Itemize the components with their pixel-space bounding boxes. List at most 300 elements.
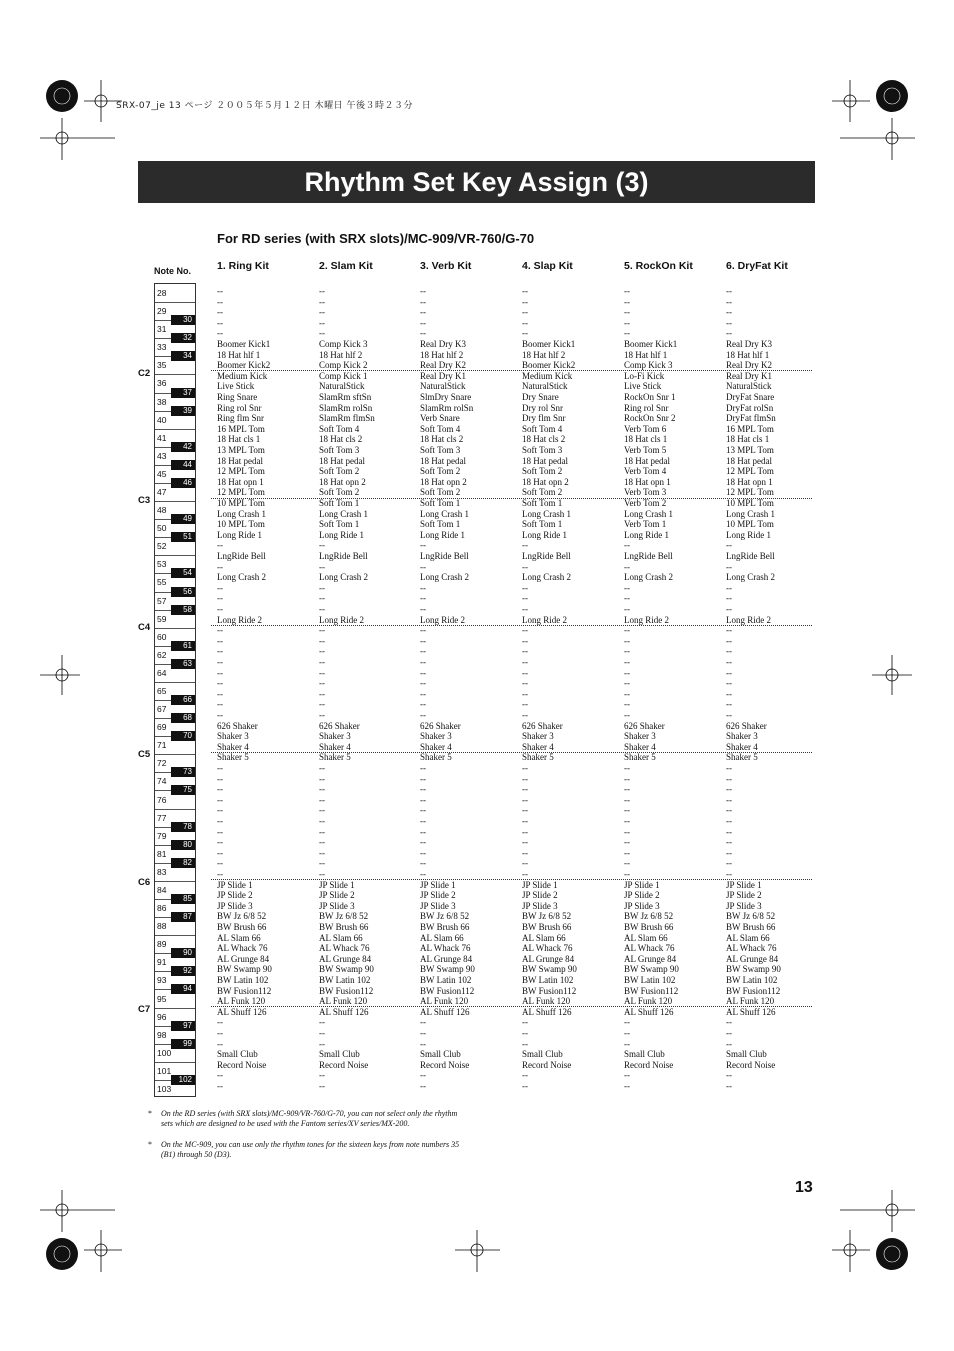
table-cell: -- [624,1038,630,1049]
table-cell: AL Grunge 84 [624,953,677,964]
table-cell: -- [726,847,732,858]
table-cell: -- [420,784,426,795]
table-cell: AL Grunge 84 [217,953,270,964]
table-cell: -- [624,328,630,339]
table-cell: Comp Kick 2 [319,360,368,371]
table-cell: AL Grunge 84 [319,953,372,964]
table-cell: -- [624,826,630,837]
table-cell: 18 Hat cls 2 [420,434,464,445]
white-key-number: 89 [157,939,167,950]
table-cell: -- [522,805,528,816]
table-cell: -- [726,296,732,307]
octave-label: C7 [138,1003,151,1015]
table-cell: -- [624,540,630,551]
table-cell: -- [624,604,630,614]
table-cell: -- [319,858,325,869]
white-key-number: 52 [157,541,167,552]
white-key-number: 48 [157,505,167,516]
table-cell: -- [522,869,528,879]
table-cell: -- [217,286,223,296]
table-cell: Shaker 3 [319,731,351,742]
white-key-number: 69 [157,722,167,733]
table-cell: -- [726,763,732,773]
table-cell: SlamRm rolSn [420,402,474,413]
table-cell: NaturalStick [522,381,568,392]
table-cell: 18 Hat cls 1 [624,434,668,445]
octave-label: C4 [138,622,151,634]
table-cell: 10 MPL Tom [217,519,265,530]
table-cell: -- [319,688,325,699]
table-cell: JP Slide 2 [726,890,762,901]
table-cell: -- [522,307,528,318]
table-cell: -- [420,582,426,593]
table-cell: Long Ride 2 [217,614,262,625]
table-cell: -- [522,582,528,593]
table-cell: AL Whack 76 [217,943,268,954]
table-cell: -- [522,296,528,307]
table-cell: 626 Shaker [624,720,665,731]
table-cell: Soft Tom 2 [420,487,461,498]
table-cell: -- [420,286,426,296]
footnote-text: On the MC-909, you can use only the rhythm tones for the sixteen keys from note numbers 35 (B1) through 50 (D3). [161,1140,460,1159]
black-key: 99 [171,1039,195,1049]
table-cell: -- [217,582,223,593]
table-cell: Shaker 3 [420,731,452,742]
table-cell: -- [217,869,223,879]
white-key-number: 96 [157,1011,167,1022]
table-cell: Verb Tom 6 [624,423,667,434]
table-cell: -- [217,540,223,551]
table-cell: Long Ride 1 [319,529,364,540]
table-cell: -- [217,678,223,689]
table-cell: -- [726,561,732,572]
table-cell: BW Brush 66 [522,922,572,932]
table-cell: Long Crash 2 [726,572,775,583]
table-cell: 10 MPL Tom [217,498,265,508]
table-cell: BW Swamp 90 [217,964,272,975]
table-cell: -- [217,699,223,710]
table-cell: 10 MPL Tom [726,498,774,508]
table-cell: -- [624,286,630,296]
table-cell: Dry Snare [522,392,559,402]
table-cell: JP Slide 2 [319,890,355,901]
table-cell: BW Latin 102 [420,975,472,985]
table-cell: -- [319,1028,325,1038]
table-cell: AL Shuff 126 [624,1006,674,1017]
table-cell: BW Swamp 90 [624,964,679,975]
white-key-number: 95 [157,993,167,1004]
table-cell: BW Brush 66 [319,922,369,932]
table-cell: -- [726,635,732,646]
table-cell: Verb Tom 5 [624,445,667,455]
octave-label: C5 [138,749,151,761]
table-cell: -- [726,625,732,636]
table-cell: -- [522,837,528,848]
white-key-number: 28 [157,288,167,299]
table-cell: -- [420,763,426,773]
table-cell: -- [217,837,223,848]
table-cell: -- [522,710,528,720]
white-key-number: 71 [157,740,167,751]
table-cell: -- [420,847,426,858]
table-cell: -- [319,816,325,826]
table-cell: Long Crash 2 [217,572,266,583]
table-cell: AL Grunge 84 [420,953,473,964]
white-key-number: 79 [157,830,167,841]
table-cell: -- [624,858,630,869]
table-cell: Long Crash 1 [522,508,571,519]
octave-label: C3 [138,495,151,506]
table-cell: BW Jz 6/8 52 [420,911,470,922]
table-cell: -- [217,784,223,795]
white-key-number: 103 [157,1083,172,1094]
table-cell: -- [420,699,426,710]
table-cell: Shaker 4 [726,741,758,752]
table-cell: -- [217,826,223,837]
table-cell: -- [217,1038,223,1049]
table-cell: -- [319,710,325,720]
table-cell: -- [420,826,426,837]
table-cell: Soft Tom 1 [420,519,461,530]
table-cell: -- [522,858,528,869]
table-cell: -- [420,710,426,720]
table-cell: 12 MPL Tom [217,466,265,477]
table-cell: 16 MPL Tom [726,423,774,434]
table-cell: 18 Hat cls 1 [726,434,770,445]
table-cell: LngRide Bell [217,551,266,561]
table-cell: JP Slide 3 [726,900,762,911]
table-cell: 18 Hat pedal [319,455,365,466]
white-key-number: 91 [157,957,167,968]
table-cell: -- [522,794,528,805]
table-cell: BW Fusion112 [726,985,781,996]
table-cell: -- [217,625,223,636]
table-cell: -- [217,646,223,657]
table-cell: 18 Hat cls 2 [522,434,566,445]
table-cell: -- [217,1081,223,1091]
table-cell: Long Ride 2 [522,614,567,625]
table-cell: -- [726,805,732,816]
table-cell: 18 Hat hlf 1 [726,349,770,360]
black-key: 82 [171,858,195,868]
table-cell: Boomer Kick2 [522,360,576,371]
table-cell: BW Swamp 90 [319,964,374,975]
table-cell: -- [624,688,630,699]
table-cell: -- [624,667,630,678]
table-cell: -- [522,286,528,296]
table-cell: Real Dry K2 [420,360,466,371]
section-subtitle: For RD series (with SRX slots)/MC-909/VR-760/G-70 [217,231,535,246]
table-cell: Live Stick [624,381,662,392]
table-cell: BW Fusion112 [624,985,679,996]
table-cell: -- [420,794,426,805]
table-cell: Real Dry K1 [726,370,772,381]
table-cell: -- [726,699,732,710]
table-cell: Dry flm Snr [522,413,566,424]
column-header: 6. DryFat Kit [726,260,788,272]
table-cell: -- [420,540,426,551]
table-cell: Long Ride 2 [624,614,669,625]
table-cell: Shaker 4 [522,741,554,752]
table-cell: Shaker 5 [319,752,351,763]
table-cell: Ring rol Snr [217,402,262,413]
table-cell: Verb Tom 1 [624,519,667,530]
table-cell: -- [319,826,325,837]
table-cell: JP Slide 1 [522,879,558,890]
table-cell: -- [217,805,223,816]
table-cell: JP Slide 3 [624,900,660,911]
table-cell: AL Slam 66 [217,932,261,943]
table-cell: -- [522,625,528,636]
table-cell: Soft Tom 1 [522,519,563,530]
column-header: 1. Ring Kit [217,260,269,272]
table-cell: 18 Hat pedal [624,455,670,466]
table-cell: AL Shuff 126 [522,1006,572,1017]
table-cell: -- [319,837,325,848]
table-cell: -- [522,561,528,572]
white-key-number: 76 [157,794,167,805]
footnote-text: On the RD series (with SRX slots)/MC-909/VR-760/G-70, you can not select only the rhythm sets which are designed to be used with the Fantom series/XV series/MX-200. [161,1109,458,1128]
table-cell: BW Brush 66 [624,922,674,932]
table-cell: -- [726,307,732,318]
table-cell: Shaker 3 [624,731,656,742]
black-key: 78 [171,822,195,832]
table-cell: -- [624,837,630,848]
table-cell: -- [319,784,325,795]
table-cell: LngRide Bell [420,551,469,561]
black-key: 80 [171,840,195,850]
table-cell: -- [319,540,325,551]
octave-label: C6 [138,876,151,888]
table-cell: JP Slide 2 [522,890,558,901]
black-key: 63 [171,659,195,669]
note-no-label: Note No. [154,266,191,276]
table-cell: -- [319,286,325,296]
table-cell: -- [217,1017,223,1028]
table-cell: -- [522,826,528,837]
table-cell: -- [319,582,325,593]
white-key-number: 45 [157,468,167,479]
table-cell: -- [522,646,528,657]
table-cell: -- [420,1017,426,1028]
table-cell: -- [319,667,325,678]
table-cell: -- [420,307,426,318]
table-cell: Long Crash 1 [217,508,266,519]
white-key-number: 40 [157,414,167,425]
table-cell: NaturalStick [726,381,772,392]
table-cell: 18 Hat opn 2 [319,476,366,487]
table-cell: -- [726,1017,732,1028]
table-cell: Long Ride 1 [420,529,465,540]
table-cell: -- [624,625,630,636]
table-cell: -- [726,784,732,795]
table-cell: -- [420,678,426,689]
table-cell: 626 Shaker [217,720,258,731]
table-cell: AL Whack 76 [726,943,777,954]
table-cell: -- [522,604,528,614]
table-cell: -- [522,593,528,604]
table-cell: -- [217,328,223,339]
black-key: 61 [171,641,195,651]
table-cell: -- [420,1081,426,1091]
table-cell: Soft Tom 1 [420,498,461,508]
table-cell: BW Latin 102 [217,975,269,985]
table-cell: JP Slide 2 [217,890,253,901]
table-cell: 10 MPL Tom [726,519,774,530]
table-cell: Record Noise [624,1059,674,1070]
table-cell: Real Dry K2 [726,360,772,371]
table-cell: BW Fusion112 [420,985,475,996]
table-cell: -- [319,678,325,689]
table-cell: -- [319,1070,325,1081]
table-cell: AL Shuff 126 [726,1006,776,1017]
table-cell: -- [624,296,630,307]
table-cell: LngRide Bell [726,551,775,561]
table-cell: -- [624,847,630,858]
table-cell: -- [522,699,528,710]
table-cell: Real Dry K1 [420,370,466,381]
table-cell: AL Grunge 84 [522,953,575,964]
table-cell: JP Slide 1 [420,879,456,890]
white-key-number: 31 [157,324,167,335]
table-cell: -- [624,646,630,657]
table-cell: Soft Tom 1 [319,519,360,530]
table-cell: Shaker 4 [624,741,656,752]
table-cell: Long Ride 2 [726,614,771,625]
table-cell: -- [319,296,325,307]
white-key-number: 93 [157,975,167,986]
black-key: 97 [171,1021,195,1031]
table-cell: -- [217,667,223,678]
table-cell: -- [726,286,732,296]
table-cell: -- [624,657,630,667]
white-key-number: 98 [157,1029,167,1040]
table-cell: RockOn Snr 2 [624,413,676,424]
table-cell: BW Jz 6/8 52 [319,911,369,922]
black-key: 58 [171,605,195,615]
table-cell: Boomer Kick1 [522,339,576,349]
table-cell: -- [319,1038,325,1049]
table-cell: -- [726,667,732,678]
white-key-number: 35 [157,360,167,371]
table-cell: 18 Hat opn 1 [726,476,773,487]
table-cell: AL Whack 76 [624,943,675,954]
table-cell: 18 Hat opn 1 [217,476,264,487]
white-key-number: 62 [157,649,167,660]
table-cell: Record Noise [522,1059,572,1070]
table-cell: Soft Tom 2 [319,466,360,477]
table-cell: -- [522,763,528,773]
black-key: 75 [171,785,195,795]
white-key-number: 43 [157,450,167,461]
table-cell: 12 MPL Tom [217,487,265,498]
table-cell: Soft Tom 2 [319,487,360,498]
table-cell: AL Slam 66 [726,932,770,943]
table-cell: -- [217,1070,223,1081]
table-cell: -- [726,593,732,604]
table-cell: DryFat rolSn [726,402,774,413]
white-key-number: 36 [157,378,167,389]
table-cell: BW Fusion112 [319,985,374,996]
table-cell: -- [420,328,426,339]
table-cell: -- [624,869,630,879]
table-cell: -- [420,869,426,879]
table-cell: BW Brush 66 [420,922,470,932]
black-key: 73 [171,767,195,777]
table-cell: LngRide Bell [522,551,571,561]
table-cell: -- [319,1017,325,1028]
table-cell: -- [726,678,732,689]
table-cell: Boomer Kick2 [217,360,271,371]
table-cell: -- [420,773,426,784]
table-cell: LngRide Bell [319,551,368,561]
white-key-number: 83 [157,866,167,877]
table-cell: -- [726,1081,732,1091]
table-cell: BW Swamp 90 [420,964,475,975]
table-cell: Long Ride 1 [726,529,771,540]
table-cell: -- [522,1070,528,1081]
table-cell: -- [726,317,732,328]
table-cell: AL Whack 76 [319,943,370,954]
black-key: 51 [171,532,195,542]
table-cell: -- [217,763,223,773]
table-cell: 18 Hat pedal [522,455,568,466]
footnote-mark: * [148,1140,152,1149]
table-cell: -- [522,1017,528,1028]
table-cell: BW Latin 102 [522,975,574,985]
black-key: 85 [171,894,195,904]
table-cell: -- [522,784,528,795]
table-cell: BW Latin 102 [624,975,676,985]
white-key-number: 59 [157,613,167,624]
table-cell: Ring flm Snr [217,413,265,424]
table-cell: Long Crash 1 [420,508,469,519]
table-cell: -- [420,646,426,657]
table-cell: -- [420,1038,426,1049]
table-cell: -- [217,1028,223,1038]
table-cell: Record Noise [319,1059,369,1070]
table-cell: AL Slam 66 [319,932,363,943]
table-cell: -- [624,593,630,604]
table-cell: NaturalStick [319,381,365,392]
table-cell: AL Grunge 84 [726,953,779,964]
table-cell: AL Funk 120 [420,996,469,1007]
table-cell: -- [726,826,732,837]
table-cell: -- [319,307,325,318]
table-cell: BW Jz 6/8 52 [217,911,267,922]
table-cell: -- [726,328,732,339]
white-key-number: 72 [157,758,167,769]
table-cell: -- [319,635,325,646]
table-cell: Shaker 4 [420,741,452,752]
table-cell: Record Noise [420,1059,470,1070]
table-cell: Shaker 5 [726,752,758,763]
table-cell: JP Slide 1 [726,879,762,890]
table-cell: AL Slam 66 [522,932,566,943]
table-cell: -- [624,678,630,689]
table-cell: -- [522,847,528,858]
table-cell: BW Swamp 90 [726,964,781,975]
table-cell: -- [217,604,223,614]
table-cell: BW Jz 6/8 52 [624,911,674,922]
table-cell: Soft Tom 4 [522,423,563,434]
table-cell: Small Club [522,1049,563,1060]
table-cell: Long Crash 2 [319,572,368,583]
table-cell: BW Swamp 90 [522,964,577,975]
table-cell: Comp Kick 3 [319,339,368,349]
black-key: 68 [171,713,195,723]
table-cell: -- [420,296,426,307]
